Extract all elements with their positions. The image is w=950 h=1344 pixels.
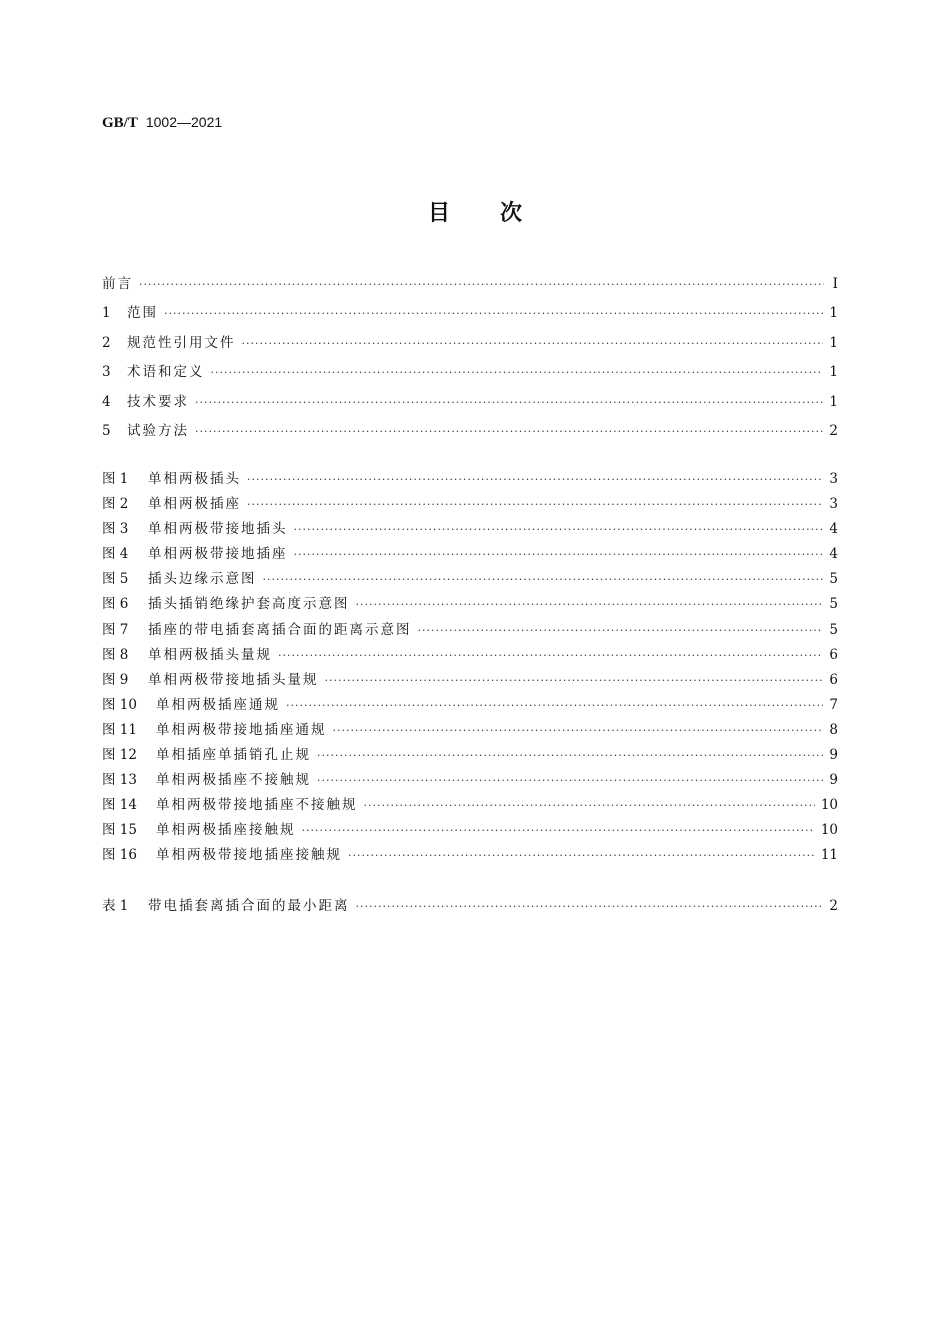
- entry-title: 单相两极带接地插头: [148, 521, 288, 538]
- toc-entry[interactable]: [102, 299, 838, 328]
- dot-leader: [286, 693, 823, 718]
- toc-entry[interactable]: [102, 388, 838, 417]
- dot-leader: [418, 618, 824, 643]
- entry-title: 术语和定义: [127, 364, 205, 381]
- entry-number: 图 7: [102, 621, 129, 638]
- toc-entry[interactable]: [102, 718, 838, 743]
- toc-entry[interactable]: [102, 592, 838, 617]
- entry-number: 2: [102, 334, 111, 351]
- entry-page-number: 7: [829, 696, 838, 713]
- dot-leader: [317, 768, 823, 793]
- entry-title: 插座的带电插套离插合面的距离示意图: [148, 621, 412, 638]
- entry-title: 单相两极带接地插座不接触规: [156, 797, 358, 814]
- entry-page-number: 11: [820, 847, 838, 864]
- standard-number: [102, 114, 222, 132]
- toc-entry[interactable]: [102, 618, 838, 643]
- entry-number: 4: [102, 393, 111, 410]
- dot-leader: [294, 542, 824, 567]
- dot-leader: [364, 793, 815, 818]
- entry-title: 带电插套离插合面的最小距离: [148, 898, 350, 914]
- entry-number: 图 9: [102, 671, 129, 688]
- entry-title: 单相插座单插销孔止规: [156, 747, 311, 764]
- entry-page-number: 5: [829, 621, 838, 638]
- entry-page-number: Ⅰ: [832, 276, 838, 292]
- entry-number: 图 8: [102, 646, 129, 663]
- entry-page-number: 8: [829, 721, 838, 738]
- entry-title: 单相两极插座通规: [156, 696, 280, 713]
- entry-page-number: 4: [829, 521, 838, 538]
- entry-number: 图 14: [102, 797, 137, 814]
- dot-leader: [278, 643, 823, 668]
- toc-entry[interactable]: [102, 793, 838, 818]
- dot-leader: [164, 299, 823, 328]
- dot-leader: [211, 358, 824, 387]
- dot-leader: [247, 467, 823, 492]
- entry-page-number: 10: [820, 822, 838, 839]
- entry-page-number: 1: [829, 334, 838, 351]
- entry-number: 表 1: [102, 898, 129, 914]
- entry-number: 图 11: [102, 721, 137, 738]
- toc-entry[interactable]: [102, 417, 838, 446]
- dot-leader: [317, 743, 823, 768]
- toc-entry[interactable]: [102, 743, 838, 768]
- entry-title: 单相两极插座: [148, 496, 241, 513]
- entry-page-number: 2: [829, 422, 838, 439]
- entry-page-number: 3: [829, 471, 838, 487]
- entry-number: 图 5: [102, 571, 129, 588]
- entry-page-number: 2: [829, 898, 838, 914]
- entry-number: 图 2: [102, 496, 129, 513]
- entry-title: 前言: [102, 276, 133, 292]
- entry-title: 试验方法: [127, 422, 189, 439]
- entry-page-number: 10: [820, 797, 838, 814]
- entry-title: 插头边缘示意图: [148, 571, 257, 588]
- entry-title: 单相两极插头: [148, 471, 241, 487]
- entry-title: 单相两极插座接触规: [156, 822, 296, 839]
- toc-entry[interactable]: [102, 329, 838, 358]
- dot-leader: [356, 592, 824, 617]
- entry-page-number: 1: [829, 393, 838, 410]
- entry-page-number: 6: [829, 671, 838, 688]
- standard-code: GB/T: [102, 115, 138, 131]
- entry-page-number: 1: [829, 305, 838, 322]
- entry-title: 插头插销绝缘护套高度示意图: [148, 596, 350, 613]
- toc-entry[interactable]: [102, 517, 838, 542]
- entry-number: 图 4: [102, 546, 129, 563]
- entry-page-number: 1: [829, 364, 838, 381]
- entry-number: 图 6: [102, 596, 129, 613]
- dot-leader: [247, 492, 823, 517]
- entry-title: 单相两极带接地插头量规: [148, 671, 319, 688]
- entry-number: 3: [102, 364, 111, 381]
- entry-page-number: 5: [829, 571, 838, 588]
- toc-entry[interactable]: [102, 768, 838, 793]
- dot-leader: [263, 567, 824, 592]
- entry-number: 图 13: [102, 772, 137, 789]
- toc-entry[interactable]: [102, 843, 838, 868]
- toc-entry[interactable]: [102, 693, 838, 718]
- toc-sections: [102, 270, 838, 446]
- entry-title: 单相两极带接地插座: [148, 546, 288, 563]
- entry-page-number: 9: [829, 772, 838, 789]
- entry-number: 图 3: [102, 521, 129, 538]
- entry-page-number: 6: [829, 646, 838, 663]
- entry-page-number: 3: [829, 496, 838, 513]
- toc-entry[interactable]: [102, 894, 838, 919]
- page-title: 目次: [427, 201, 572, 226]
- toc-figures: [102, 467, 838, 869]
- dot-leader: [294, 517, 824, 542]
- dot-leader: [325, 668, 824, 693]
- toc-tables: [102, 894, 838, 919]
- entry-page-number: 9: [829, 747, 838, 764]
- entry-page-number: 4: [829, 546, 838, 563]
- entry-number: 图 10: [102, 696, 137, 713]
- dot-leader: [195, 417, 823, 446]
- dot-leader: [139, 270, 824, 299]
- entry-title: 单相两极带接地插座接触规: [156, 847, 342, 864]
- dot-leader: [333, 718, 824, 743]
- entry-number: 图 12: [102, 747, 137, 764]
- entry-number: 图 16: [102, 847, 137, 864]
- dot-leader: [356, 894, 824, 919]
- dot-leader: [302, 818, 815, 843]
- toc-entry[interactable]: [102, 818, 838, 843]
- toc-entry[interactable]: [102, 567, 838, 592]
- toc-entry[interactable]: [102, 467, 838, 492]
- entry-title: 技术要求: [127, 393, 189, 410]
- entry-title: 单相两极带接地插座通规: [156, 721, 327, 738]
- toc-entry[interactable]: [102, 668, 838, 693]
- entry-number: 1: [102, 305, 111, 322]
- dot-leader: [195, 388, 823, 417]
- dot-leader: [242, 329, 824, 358]
- standard-year: 1002—2021: [145, 114, 223, 130]
- entry-number: 图 1: [102, 471, 129, 487]
- entry-title: 单相两极插座不接触规: [156, 772, 311, 789]
- toc-entry[interactable]: [102, 542, 838, 567]
- entry-title: 单相两极插头量规: [148, 646, 272, 663]
- entry-page-number: 5: [829, 596, 838, 613]
- dot-leader: [348, 843, 815, 868]
- toc-entry[interactable]: [102, 643, 838, 668]
- toc-entry[interactable]: [102, 492, 838, 517]
- toc-entry[interactable]: [102, 270, 838, 299]
- toc-entry[interactable]: [102, 358, 838, 387]
- entry-number: 图 15: [102, 822, 137, 839]
- entry-title: 范围: [127, 305, 158, 322]
- entry-title: 规范性引用文件: [127, 334, 236, 351]
- entry-number: 5: [102, 422, 111, 439]
